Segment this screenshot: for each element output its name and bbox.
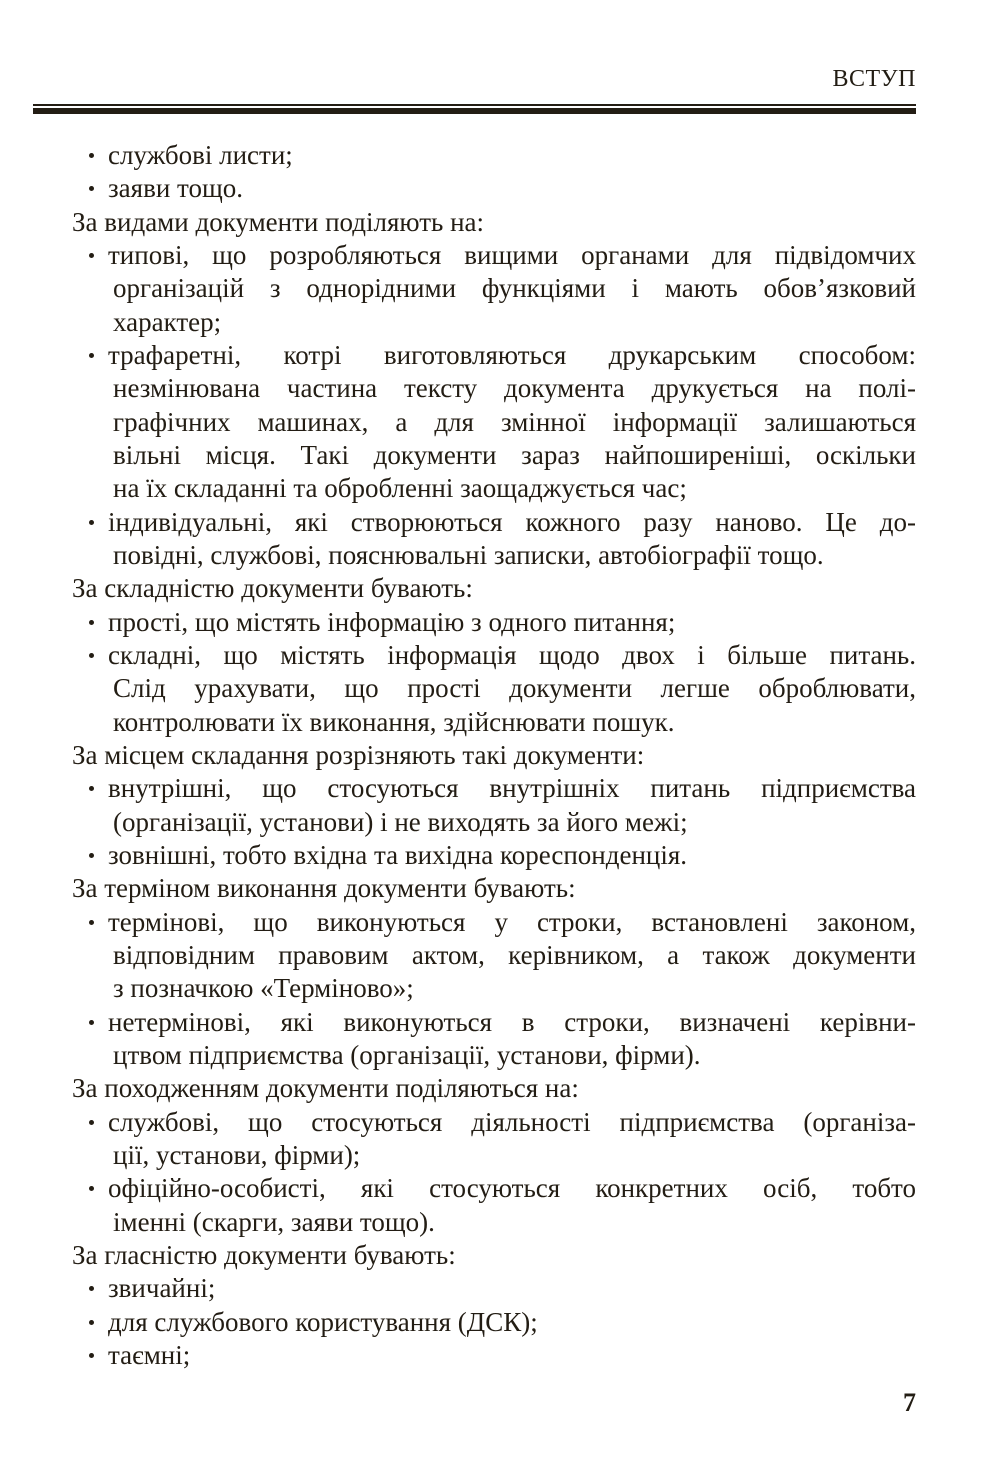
bullet-item (108, 1105, 916, 1139)
line-text: з позначкою «Терміново»; (113, 973, 414, 1004)
bullet-continuation (113, 405, 916, 439)
bullet-item (108, 1005, 916, 1039)
line-text: типові, що розробляються вищими органами для підвідомчих (108, 239, 916, 270)
line-text: контролювати їх виконання, здійснювати пошук. (113, 706, 675, 737)
paragraph-line (72, 205, 916, 239)
bullet-continuation (113, 1038, 916, 1072)
line-text: офіційно-особисті, які стосуються конкретних осіб, тобто (108, 1173, 916, 1204)
bullet-dot-icon (89, 1286, 94, 1291)
bullet-dot-icon (89, 253, 94, 258)
paragraph-line (72, 738, 916, 772)
bullet-dot-icon (89, 353, 94, 358)
bullet-dot-icon (89, 1186, 94, 1191)
line-text: заяви тощо. (108, 173, 243, 204)
line-text: службові, що стосуються діяльності підприємства (організа- (108, 1106, 916, 1137)
bullet-item (108, 171, 916, 205)
page-number: 7 (903, 1388, 916, 1417)
header-rule-thick (33, 108, 916, 114)
bullet-dot-icon (89, 1320, 94, 1325)
line-text: індивідуальні, які створюються кожного разу наново. Це до- (108, 506, 916, 537)
bullet-dot-icon (89, 920, 94, 925)
line-text: вільні місця. Такі документи зараз найпоширеніші, оскільки (113, 439, 916, 470)
line-text: За місцем складання розрізняють такі документи: (72, 739, 645, 770)
bullet-dot-icon (89, 153, 94, 158)
bullet-dot-icon (89, 1353, 94, 1358)
line-text: прості, що містять інформацію з одного питання; (108, 606, 676, 637)
bullet-continuation (113, 705, 916, 739)
bullet-item (108, 1305, 916, 1339)
bullet-item (108, 771, 916, 805)
line-text: складні, що містять інформація щодо двох і більше питань. (108, 639, 916, 670)
paragraph-line (72, 871, 916, 905)
bullet-continuation (113, 371, 916, 405)
bullet-continuation (113, 538, 916, 572)
line-text: термінові, що виконуються у строки, встановлені законом, (108, 906, 916, 937)
line-text: За видами документи поділяють на: (72, 206, 485, 237)
line-text: зовнішні, тобто вхідна та вихідна кореспонденція. (108, 839, 688, 870)
line-text: організацій з однорідними функціями і мають обов’язковий (113, 273, 916, 304)
line-text: незмінювана частина тексту документа друкується на полі- (113, 373, 916, 404)
line-text: для службового користування (ДСК); (108, 1306, 538, 1337)
line-text: службові листи; (108, 140, 293, 170)
bullet-dot-icon (89, 186, 94, 191)
bullet-item (108, 1271, 916, 1305)
bullet-item (108, 338, 916, 372)
line-text: повідні, службові, пояснювальні записки, автобіографії тощо. (113, 539, 824, 570)
header-rule-thin (33, 104, 916, 106)
bullet-continuation (113, 438, 916, 472)
bullet-dot-icon (89, 1120, 94, 1125)
line-text: графічних машинах, а для змінної інформації залишаються (113, 406, 916, 437)
running-header: ВСТУП (832, 66, 916, 92)
paragraph-line (72, 571, 916, 605)
bullet-continuation (113, 1138, 916, 1172)
line-text: внутрішні, що стосуються внутрішніх питань підприємства (108, 773, 916, 804)
bullet-continuation (113, 305, 916, 339)
line-text: трафаретні, котрі виготовляються друкарським способом: (108, 339, 916, 370)
bullet-dot-icon (89, 520, 94, 525)
bullet-item (108, 638, 916, 672)
line-text: характер; (113, 306, 222, 337)
bullet-continuation (113, 671, 916, 705)
bullet-continuation (113, 938, 916, 972)
bullet-continuation (113, 805, 916, 839)
bullet-dot-icon (89, 853, 94, 858)
bullet-continuation (113, 1205, 916, 1239)
bullet-item (108, 238, 916, 272)
bullet-continuation (113, 271, 916, 305)
bullet-item (108, 605, 916, 639)
bullet-dot-icon (89, 786, 94, 791)
line-text: іменні (скарги, заяви тощо). (113, 1206, 435, 1237)
line-text: звичайні; (108, 1273, 216, 1304)
line-text: За складністю документи бувають: (72, 573, 473, 604)
bullet-item (108, 838, 916, 872)
bullet-continuation (113, 971, 916, 1005)
bullet-item (108, 138, 916, 172)
line-text: (організації, установи) і не виходять за його межі; (113, 806, 688, 837)
line-text: на їх складанні та обробленні заощаджується час; (113, 473, 687, 504)
bullet-dot-icon (89, 653, 94, 658)
line-text: За терміном виконання документи бувають: (72, 873, 576, 904)
bullet-dot-icon (89, 1020, 94, 1025)
paragraph-line (72, 1238, 916, 1272)
line-text: цтвом підприємства (організації, установи, фірми). (113, 1039, 701, 1070)
line-text: нетермінові, які виконуються в строки, визначені керівни- (108, 1006, 916, 1037)
paragraph-line (72, 1071, 916, 1105)
bullet-item (108, 505, 916, 539)
line-text: Слід урахувати, що прості документи легше оброблювати, (113, 673, 916, 704)
line-text: За походженням документи поділяються на: (72, 1073, 579, 1104)
line-text: За гласністю документи бувають: (72, 1239, 456, 1270)
bullet-item (108, 1338, 916, 1372)
bullet-continuation (113, 471, 916, 505)
line-text: таємні; (108, 1339, 191, 1370)
line-text: ції, установи, фірми); (113, 1139, 361, 1170)
bullet-item (108, 905, 916, 939)
line-text: відповідним правовим актом, керівником, а також документи (113, 939, 916, 970)
bullet-dot-icon (89, 620, 94, 625)
bullet-item (108, 1171, 916, 1205)
